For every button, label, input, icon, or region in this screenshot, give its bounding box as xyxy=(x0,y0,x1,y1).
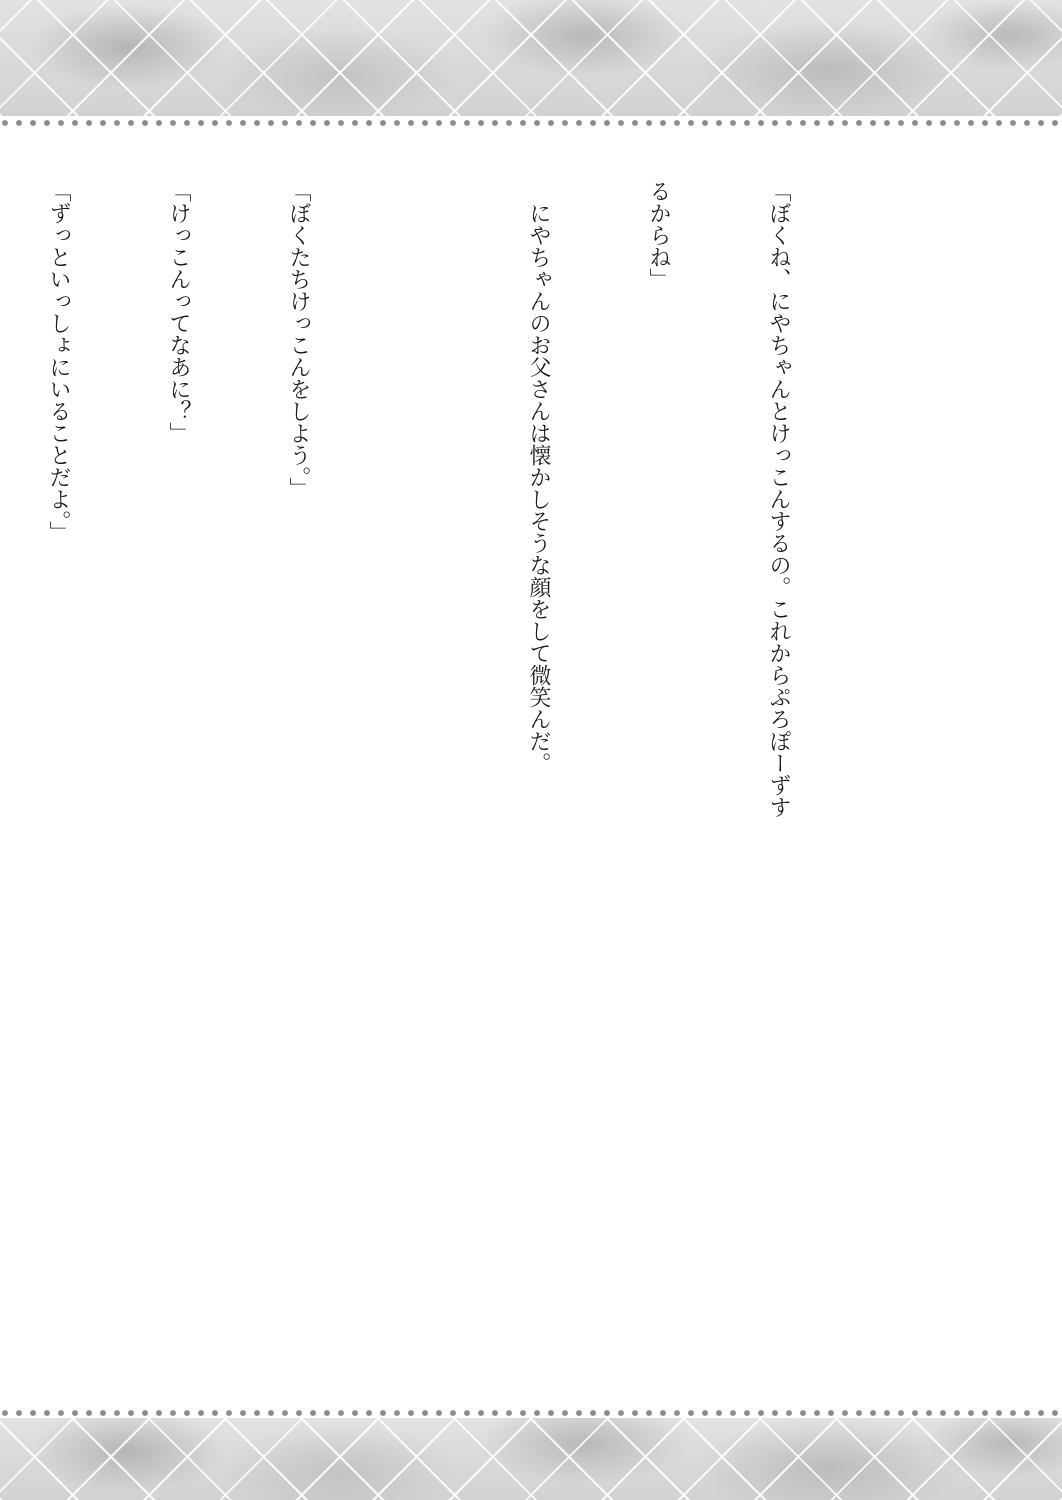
blank-line xyxy=(398,180,438,880)
lattice-pattern xyxy=(0,0,1062,116)
dotted-border-bottom xyxy=(0,1408,1062,1418)
text-line: 「ずっといっしょにいることだよ。」 xyxy=(46,180,71,543)
vertical-text-body xyxy=(0,180,878,880)
decorative-header-band xyxy=(0,0,1062,116)
text-line: 「けっこんってなあに？」 xyxy=(166,180,191,444)
text-line: るからね」 xyxy=(646,180,671,290)
lattice-pattern xyxy=(0,1418,1062,1500)
decorative-footer-band xyxy=(0,1418,1062,1500)
text-line: 「ぼくたちけっこんをしよう。」 xyxy=(286,180,311,499)
text-line: 「ぼくね、にやちゃんとけっこんするの。これからぷろぽーずす xyxy=(766,180,791,818)
text-line: にやちゃんのお父さんは懐かしそうな顔をして微笑んだ。 xyxy=(526,180,551,774)
dotted-border-top xyxy=(0,118,1062,128)
